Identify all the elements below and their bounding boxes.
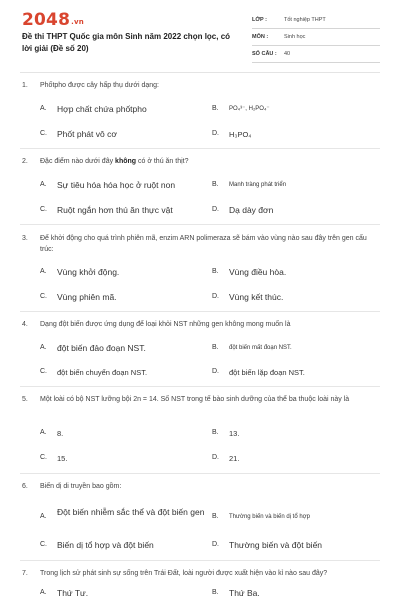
- question-text: Để khởi động cho quá trình phiên mã, enzim ARN polimeraza sẽ bám vào vùng nào sau đây trên gen cấu trúc:: [40, 235, 367, 253]
- meta-value: 40: [284, 51, 291, 57]
- question-text-emphasis: không: [115, 158, 137, 165]
- option-text: đột biến lặp đoạn NST.: [229, 368, 305, 377]
- question-number: 7.: [22, 570, 28, 577]
- meta-key: LỚP :: [252, 17, 267, 23]
- meta-value: Sinh học: [284, 34, 306, 40]
- option-letter: B.: [212, 429, 219, 436]
- option-letter: A.: [40, 105, 47, 112]
- meta-key: SỐ CÂU :: [252, 51, 277, 57]
- question-text: Một loài có bộ NST lưỡng bội 2n = 14. Số NST trong tế bào sinh dưỡng của thể ba thuộc loài này là: [40, 396, 350, 403]
- option-text: Hợp chất chứa phốtpho: [57, 104, 147, 114]
- option-letter: C.: [40, 206, 47, 213]
- option-text: Vùng điều hòa.: [229, 267, 287, 277]
- meta-value: Tốt nghiệp THPT: [284, 17, 326, 23]
- option-text: Sự tiêu hóa hóa học ở ruột non: [57, 180, 176, 190]
- question-divider: [20, 386, 380, 387]
- option-letter: B.: [212, 513, 219, 520]
- question-number: 6.: [22, 483, 28, 490]
- option-text: Đột biến nhiễm sắc thể và đột biến gen: [57, 507, 205, 517]
- option-letter: A.: [40, 513, 47, 520]
- option-letter: C.: [40, 368, 47, 375]
- option-letter: A.: [40, 589, 47, 596]
- header-divider: [20, 72, 380, 73]
- option-text: 13.: [229, 429, 240, 438]
- question-number: 3.: [22, 235, 28, 242]
- option-text: 15.: [57, 454, 68, 463]
- question-number: 2.: [22, 158, 28, 165]
- option-letter: A.: [40, 429, 47, 436]
- option-letter: C.: [40, 541, 47, 548]
- question-divider: [20, 473, 380, 474]
- question-number: 4.: [22, 321, 28, 328]
- option-text: đột biến đảo đoạn NST.: [57, 343, 146, 353]
- option-letter: A.: [40, 268, 47, 275]
- option-letter: B.: [212, 268, 219, 275]
- option-text: Thường biến và đột biến: [229, 540, 323, 550]
- option-text: 8.: [57, 429, 64, 438]
- meta-row-subject: [252, 31, 380, 46]
- option-text: Thường biến và biến dị tổ hợp: [229, 514, 310, 520]
- question-divider: [20, 560, 380, 561]
- question-text-part: Đặc điểm nào dưới đây: [40, 158, 116, 165]
- option-text: đột biến chuyển đoạn NST.: [57, 368, 148, 377]
- option-letter: C.: [40, 130, 47, 137]
- question-text: Trong lịch sử phát sinh sự sống trên Trái Đất, loài người được xuất hiện vào kỉ nào sau đây?: [40, 570, 328, 577]
- option-text: 21.: [229, 454, 240, 463]
- option-letter: B.: [212, 105, 219, 112]
- question-text: Biến dị di truyền bao gồm:: [40, 483, 122, 490]
- question-text: Phốtpho được cây hấp thụ dưới dạng:: [40, 82, 159, 89]
- site-logo[interactable]: [22, 10, 84, 30]
- option-letter: D.: [212, 541, 219, 548]
- option-letter: A.: [40, 344, 47, 351]
- option-letter: B.: [212, 589, 219, 596]
- option-text: Phốt phát vô cơ: [57, 129, 117, 139]
- option-letter: B.: [212, 344, 219, 351]
- option-letter: C.: [40, 454, 47, 461]
- option-letter: B.: [212, 181, 219, 188]
- option-text: PO₄³⁻, H₂PO₄⁻: [229, 106, 270, 112]
- option-letter: D.: [212, 454, 219, 461]
- page-header: [0, 0, 400, 70]
- option-text: Vùng khởi động.: [57, 267, 120, 277]
- option-text: Vùng kết thúc.: [229, 292, 284, 302]
- option-letter: C.: [40, 293, 47, 300]
- option-letter: D.: [212, 206, 219, 213]
- question-divider: [20, 148, 380, 149]
- question-text: Dạng đột biến được ứng dụng để loại khỏi NST những gen không mong muốn là: [40, 321, 291, 328]
- logo-main-text: 2048: [22, 10, 71, 30]
- option-text: Manh tràng phát triển: [229, 182, 287, 188]
- meta-row-count: [252, 48, 380, 63]
- meta-row-grade: [252, 14, 380, 29]
- question-number: 1.: [22, 82, 28, 89]
- question-number: 5.: [22, 396, 28, 403]
- option-letter: A.: [40, 181, 47, 188]
- logo-domain-text: .vn: [71, 18, 84, 26]
- option-text: Dạ dày đơn: [229, 205, 274, 215]
- option-text: H₃PO₄: [229, 130, 252, 139]
- exam-meta: [252, 14, 380, 65]
- option-text: Vùng phiên mã.: [57, 292, 117, 302]
- option-text: Thứ Tư.: [57, 588, 89, 598]
- option-text: Biến dị tổ hợp và đột biến: [57, 540, 154, 550]
- question-divider: [20, 311, 380, 312]
- exam-title: Đề thi THPT Quốc gia môn Sinh năm 2022 chọn lọc, có lời giải (Đề số 20): [22, 32, 231, 53]
- option-letter: D.: [212, 368, 219, 375]
- option-text: Ruột ngắn hơn thú ăn thực vật: [57, 205, 173, 215]
- question-text: [40, 156, 380, 167]
- option-text: Thứ Ba.: [229, 588, 260, 598]
- option-text: đột biến mất đoạn NST.: [229, 345, 292, 351]
- question-divider: [20, 224, 380, 225]
- meta-key: MÔN :: [252, 34, 269, 40]
- option-letter: D.: [212, 293, 219, 300]
- option-letter: D.: [212, 130, 219, 137]
- question-text-part: có ở thú ăn thịt?: [136, 158, 189, 165]
